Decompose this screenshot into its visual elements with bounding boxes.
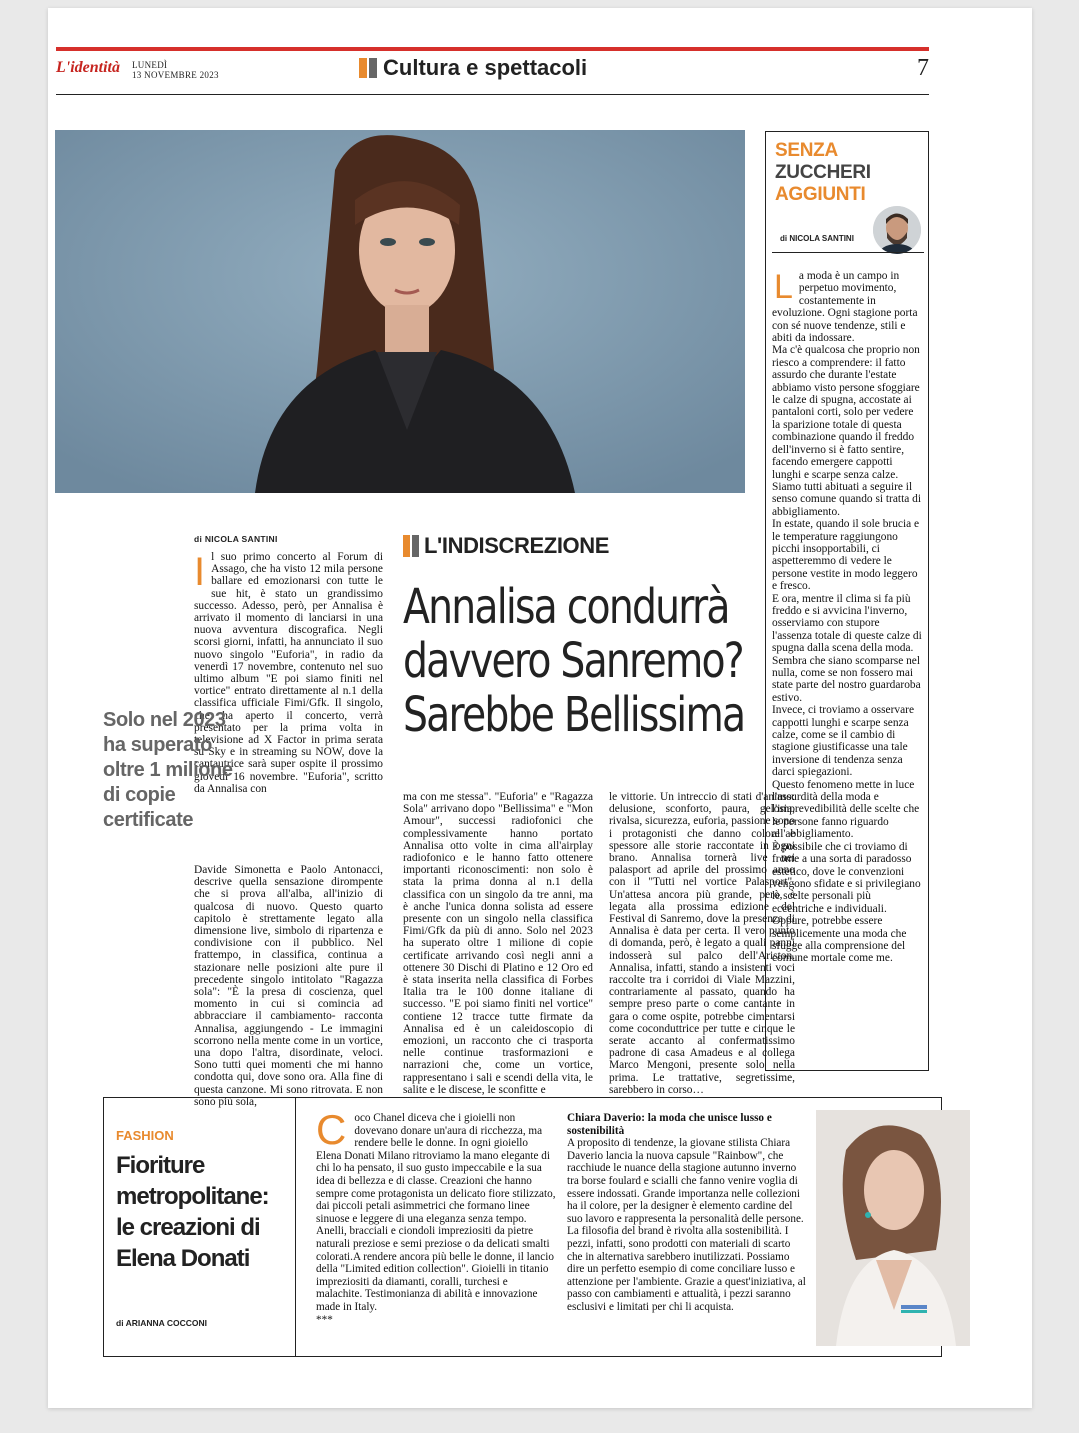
fashion-col1: C oco Chanel diceva che i gioielli non dovevano donare un'aura di ricchezza, ma rendere belle le donne. In ogni gioiello Elena Donati Milano ritroviamo la mano elegante di chi lo ha pensato, il suo gusto impeccabile e la sua idea di bellezza e di classe. Creazioni che hanno sempre come protagonista un delicato fiore stilizzato, dai piccoli petali asimmetrici che formano linee sinuose e leggere di una eleganza senza tempo. Anelli, bracciali e ciondoli impreziositi da pietre naturali preziose e semi preziose o da delicati smalti colorati.A rendere ancora più belle le donne, il lancio della "Limited edition collection". Gioielli in titanio impreziositi da diamanti, coralli, turchesi e malachite. Testimonianza di abilità e innovazione made in Italy. *** bbox=[316, 1106, 556, 1326]
headline: Annalisa condurrà davvero Sanremo? Sarebbe Bellissima bbox=[403, 579, 745, 743]
article-col2: ma con me stessa". "Euforia" e "Ragazza Sola" arrivano dopo "Bellissima" e "Mon Amour", successi radiofonici che complessivamente hanno portato Annalisa otto volte in cima all'airplay radiofonico e le hanno fatto ottenere importanti riconoscimenti: non solo è stata la prima donna al n.1 della classifica con un singolo da tre anni, ma è anche l'unica donna solista ad essere presente con un singolo nella classifica Fimi/Gfk da più di anno. Solo nel 2023 ha superato oltre 1 milione di copie certificate arrivando così negli anni a ottenere 30 Dischi di Platino e 12 Oro ed è stata inserita nella classifica di Forbes Italia tra le 100 donne italiane di successo. "E poi siamo finiti nel vortice" contiene 12 tracce tutte firmate da Annalisa ed è un caleidoscopio di emozioni, un racconto che ci trasporta nelle continue trasformazioni e narrazioni che, come un vortice, rappresentano i sali e scendi della vita, le salite e le discese, le sconfitte e bbox=[403, 791, 593, 1096]
article-col3: le vittorie. Un intreccio di stati d'animo: delusione, sconforto, paura, gelosia, rivalsa, sicurezza, euforia, passione sono i protagonisti che danno colore e spessore alle storie raccontate in ogni brano. Annalisa tornerà live nei palasport ad aprile del prossimo anno con il "Tutti nel vortice Palasport". Un'attesa ancora più grande, però, è legata alla prossima edizione del Festival di Sanremo, dove la presenza di Annalisa è data per certa. Il vero punto di domanda, però, è legato a quali panni indosserà sul palco dell'Ariston. Annalisa, infatti, stando a insistenti voci raccolte tra i corridoi di Viale Mazzini, contrariamente al passato, quando ha sempre preso parte o come cantante in gara o come ospite, potrebbe cimentarsi come coconduttrice per tutte e cinque le serate accanto al confermatissimo padrone di casa Amadeus e al collega Marco Mengoni, presente solo nella prima. Le trattative, segretissime, sarebbero in corso… bbox=[609, 791, 795, 1096]
date: LUNEDÌ 13 NOVEMBRE 2023 bbox=[132, 60, 219, 80]
fashion-subhead: Chiara Daverio: la moda che unisce lusso e sostenibilità bbox=[567, 1112, 772, 1137]
article-col1-rest: Davide Simonetta e Paolo Antonacci, descrive quella sensazione dirompente che si prova all'alba, all'inizio di qualcosa di nuovo. Questo quarto capitolo è strettamente legato alla dimensione live, simbolo di ripartenza e condivisione con il pubblico. Nel frattempo, in classifica, continua a stazionare nelle posizioni alte pure il precedente singolo intitolato "Ragazza sola": "È la presa di coscienza, quel momento in cui si comincia ad abbracciare il cambiamento- racconta Annalisa, aggiungendo - Le immagini scorrono nella mente come in un vortice, una dopo l'altra, disordinate, veloci. Sono tutti quei momenti che mi hanno condotta qui, dove sono ora. Alla fine di questa canzone. Mi sono ritrovata. E non sono più sola, bbox=[194, 864, 383, 1108]
column-byline: di NICOLA SANTINI bbox=[780, 234, 854, 243]
fashion-divider bbox=[295, 1098, 296, 1356]
kicker-bars-icon bbox=[403, 535, 419, 557]
annalisa-photo bbox=[55, 130, 745, 493]
fashion-title: Fioriture metropolitane: le creazioni di Elena Donati bbox=[116, 1152, 269, 1272]
fashion-byline: di ARIANNA COCCONI bbox=[116, 1318, 207, 1328]
article-byline: di NICOLA SANTINI bbox=[194, 534, 278, 544]
model-photo bbox=[816, 1110, 970, 1346]
fashion-col2: Chiara Daverio: la moda che unisce lusso e sostenibilità A proposito di tendenze, la giovane stilista Chiara Daverio lancia la nuova capsule "Rainbow", che racchiude le nuance della stagione autunno inverno tra borse foulard e scialli che fanno venire voglia di essere indossati. Grande importanza nelle collezioni ha il colore, per la designer è elemento cardine del suo lavoro e rappresenta la personalità delle persone. La filosofia del brand è rivolta alla sostenibilità. I pezzi, infatti, sono prodotti con materiali di scarto che in alternativa sarebbero inutilizzati. Possiamo dire un perfetto esempio di come conciliare lusso e attenzione per l'ambiente. Grazie a quest'iniziativa, al passo con cambiamenti e attualità, i pezzi saranno esclusivi e limitati per chi li acquista. bbox=[567, 1112, 806, 1313]
portrait-illustration bbox=[55, 130, 745, 493]
column-text: L a moda è un campo in perpetuo movimento, costantemente in evoluzione. Ogni stagione porta con sé nuove tendenze, stili e abiti da indossare. Ma c'è qualcosa che proprio non riesco a comprendere: il fatto assurdo che durante l'estate abbiamo visto persone sfoggiare le calze di spugna, accostate ai pantaloni corti, solo per vedere la sparizione totale di questa combinazione quando il freddo dell'inverno si è fatto sentire, facendo emergere cappotti lunghi e scarpe senza calze. Siamo tutti abituati a seguire il senso comune quando si tratta di abbigliamento. In estate, quando il sole brucia e le temperature raggiungono picchi insopportabili, ci aspetteremmo di vedere le persone vestite in modo leggero e fresco. E ora, mentre il clima si fa più freddo e si avvicina l'inverno, osserviamo con stupore l'assenza totale di queste calze di spugna dalla scena della moda. Sembra che siano scomparse nel nulla, come se non fossero mai state parte del nostro guardaroba estivo. Invece, ci troviamo a osservare cappotti lunghi e scarpe senza calze, come se il cambio di stagione giustificasse una tale inversione di tendenza senza darci spiegazioni. Questo fenomeno mette in luce l'assurdità della moda e l'imprevedibilità delle scelte che le persone fanno riguardo all'abbigliamento. È possibile che ci troviamo di fronte a una sorta di paradosso estetico, dove le convenzioni vengono sfidate e si privilegiano le scelte personali più eccentriche e individuali. Oppure, potrebbe essere semplicemente una moda che sfugge alla comprensione del comune mortale come me. bbox=[772, 268, 922, 965]
kicker: L'INDISCREZIONE bbox=[403, 533, 609, 559]
column-title: SENZA ZUCCHERI AGGIUNTI bbox=[775, 140, 871, 205]
section-title: Cultura e spettacoli bbox=[359, 55, 587, 81]
fashion-label: FASHION bbox=[116, 1128, 174, 1143]
logo: L'identità bbox=[56, 59, 120, 76]
drop-cap: L bbox=[774, 268, 793, 306]
masthead bbox=[56, 51, 929, 95]
drop-cap: I bbox=[194, 550, 206, 594]
drop-cap: C bbox=[316, 1106, 347, 1153]
section-bars-icon bbox=[359, 58, 377, 78]
column-rule bbox=[772, 252, 924, 253]
article-col1: I l suo primo concerto al Forum di Assago, che ha visto 12 mila persone ballare ed emozionarsi con tutte le sue hit, è stato un grandissimo successo. Adesso, però, per Annalisa è arrivato il momento di lanciarsi in una nuova avventura discografica. Negli scorsi giorni, infatti, ha annunciato il suo nuovo singolo "Euforia", in radio da venerdì 17 novembre, contenuto nel suo ultimo album "E poi siamo finiti nel vortice" entrato direttamente al n.1 della classifica ufficiale Fimi/Gfk. Il singolo, che ha aperto il concerto, verrà presentato per la prima volta in televisione ad X Factor in prima serata su Sky e in streaming su NOW, dove la cantautrice sarà super ospite il prossimo giovedì 16 novembre. "Euforia", scritto da Annalisa con bbox=[194, 550, 383, 795]
author-avatar bbox=[873, 206, 921, 254]
page-number: 7 bbox=[917, 55, 929, 81]
pull-quote: Solo nel 2023 ha superato oltre 1 milione di copie certificate bbox=[103, 709, 233, 831]
fashion-box bbox=[103, 1097, 942, 1357]
